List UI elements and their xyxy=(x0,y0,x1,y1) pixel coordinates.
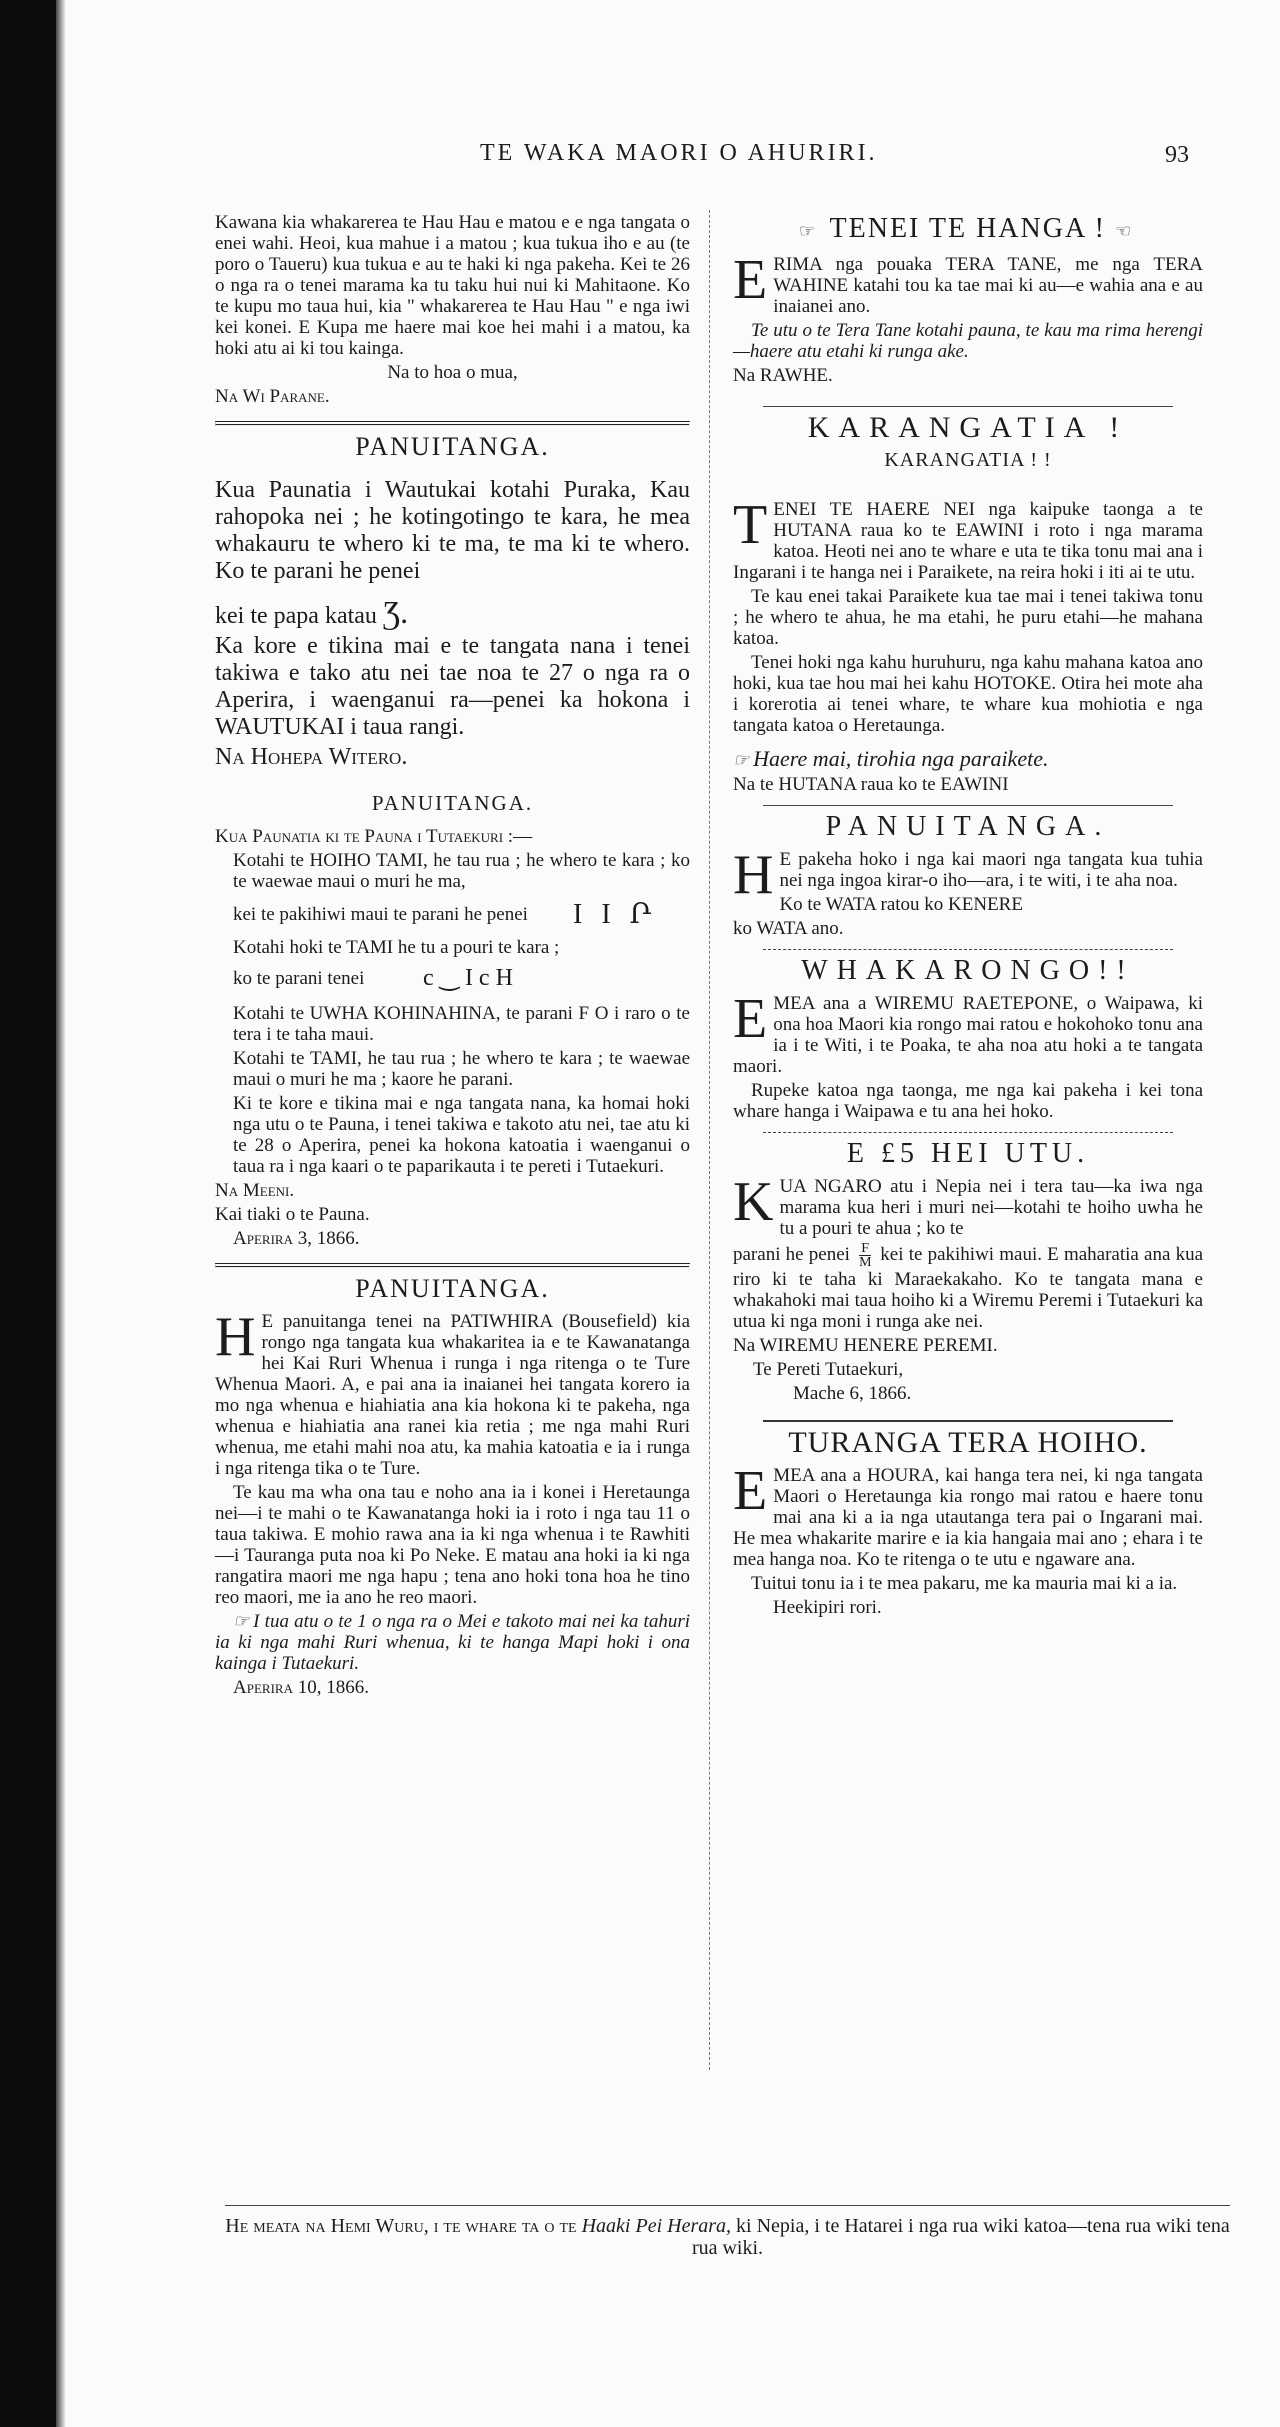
notice-title: PANUITANGA. xyxy=(355,432,550,461)
advert-text: UA NGARO atu i Nepia nei i tera tau—ka iwa nga marama kua heri i muri nei—kotahi te hoiho uwha he tu a pouri te ahua ; ko te xyxy=(779,1176,1203,1239)
advert-whakarongo xyxy=(733,955,1203,1122)
section-rule xyxy=(763,1420,1173,1422)
section-rule xyxy=(215,1263,690,1268)
dropcap: E xyxy=(733,1460,768,1522)
brand-mark: c ‿ I c H xyxy=(423,965,513,991)
imprint xyxy=(225,2215,1230,2259)
page-edge-shadow xyxy=(56,0,66,2427)
page-edge-binding xyxy=(0,0,56,2427)
notice-text: E panuitanga tenei na PATIWHIRA (Bousefield) kia rongo nga tangata kua whakaritea ia e te Kawanatanga hei Kai Ruri Whenua i runga i nga ritenga o te Ture Whenua Maori. A, e pai ana ia inaianei hei tangata korero ia mo nga whenua e hiahiatia ana kia hokona ki te pakeha, nga whenua e hiahiatia ana ranei kia retia ; me nga mahi Ruri whenua, me etahi mahi noa atu, ka mahia katoatia e ia i runga i nga ritenga tika o te Ture. xyxy=(215,1311,690,1479)
section-rule xyxy=(763,406,1173,407)
advert-place: Te Pereti Tutaekuri, xyxy=(753,1359,904,1380)
intro-signature: Na Wi Parane. xyxy=(215,386,330,407)
dropcap: H xyxy=(733,844,774,906)
advert-text-more: Tuitui tonu ia i te mea pakaru, me ka mauria mai ki a ia. xyxy=(751,1573,1178,1594)
advert-text-more: Te kau enei takai Paraikete kua tae mai i tenei takiwa tonu ; he whero te ahua, he ma etahi, he puru etahi—he mahana katoa. xyxy=(733,586,1203,649)
advert-text: MEA ana a WIREMU RAETEPONE, o Waipawa, ki ona hoa Maori kia rongo mai ratou e hokohoko tonu ana ia i te Witi, i te Poaka, te aha noa atu hoki a te tangata maori. xyxy=(733,993,1203,1077)
notice-title: PANUITANGA. xyxy=(371,791,534,815)
dropcap: K xyxy=(733,1171,774,1233)
pointing-hand-icon: ☞ xyxy=(733,750,750,770)
intro-text: Kawana kia whakarerea te Hau Hau e matou e e nga tangata o enei wahi. Heoi, kua mahue i a matou ; kua tukua iho e au (te poro o Taueru) kua tukua e au te haki ki nga pakeha. Kei te 26 o nga ra o tenei marama ka tu taku hui nui ki Mahitaone. Ko te kupu mo taua hui, kia " whakarerea te Hau Hau " e nga iwi kei konei. E Kupa me haere mai koe hei mahi i a matou, ka hoki atu ai ki tou kainga. xyxy=(215,212,690,359)
advert-text: ENEI TE HAERE NEI nga kaipuke taonga a te HUTANA raua ko te EAWINI i roto i nga marama katoa. Heoti nei ano te whare e uta te tika tonu mai ana i Ingarani i te hanga nei i Paraikete, na reira hoki i iti ai te utu. xyxy=(733,499,1203,583)
page-number: 93 xyxy=(1165,142,1189,168)
column-divider xyxy=(709,210,711,2070)
advert-title: TURANGA TERA HOIHO. xyxy=(788,1426,1148,1459)
pointing-hand-icon: ☞ xyxy=(798,221,818,241)
advert-subtitle: KARANGATIA ! ! xyxy=(884,449,1052,471)
advert-text-brand: parani he penei xyxy=(733,1243,850,1265)
advert-title: TENEI TE HANGA ! xyxy=(829,213,1106,244)
advert-title: E £5 HEI UTU. xyxy=(846,1138,1090,1169)
brand-mark: Ʒ. xyxy=(382,594,409,630)
notice-note: I tua atu o te 1 o nga ra o Mei e takoto mai nei ka tahuri ia ki nga mahi Ruri whenua, ki te hanga Mapi hoki i ona kainga i Tutaekuri. xyxy=(215,1611,690,1674)
advert-signature: Na RAWHE. xyxy=(733,365,833,386)
pointing-hand-icon: ☜ xyxy=(1114,221,1134,241)
advert-text: E pakeha hoko i nga kai maori nga tangata kua tuhia nei nga ingoa kirar-o iho—ara, i te witi, i te aha noa. xyxy=(779,849,1203,891)
advert-note: Te utu o te Tera Tane kotahi pauna, te kau ma rima herengi—haere atu etahi ki runga ake. xyxy=(733,320,1203,362)
advert-title: KARANGATIA ! xyxy=(807,411,1129,444)
advert-tenei xyxy=(733,213,1203,386)
notice-signature: Na Meeni. xyxy=(215,1180,295,1201)
notice-patiwhira xyxy=(215,1274,690,1698)
dropcap: H xyxy=(215,1306,256,1368)
advert-signature: Na WIREMU HENERE PEREMI. xyxy=(733,1335,998,1356)
advert-signature: Na te HUTANA raua ko te EAWINI xyxy=(733,774,1009,795)
advert-utu xyxy=(733,1138,1204,1404)
notice-text-brand-location: kei te papa katau xyxy=(215,603,377,629)
advert-note: Haere mai, tirohia nga paraikete. xyxy=(753,746,1049,771)
pointing-hand-icon: ☞ xyxy=(233,1611,250,1631)
section-rule xyxy=(763,1132,1173,1133)
section-rule xyxy=(215,421,690,426)
advert-text-more: Rupeke katoa nga taonga, me nga kai pakeha i kei tona whare hanga i Waipawa e tu ana hei hoko. xyxy=(733,1080,1203,1122)
notice-date: Aperira 3, 1866. xyxy=(233,1228,360,1249)
advert-signature: Heekipiri rori. xyxy=(773,1597,882,1618)
notice-text-more: Ka kore e tikina mai e te tangata nana i tenei takiwa e tako atu nei tae noa te 27 o nga ra o Aperira, i waenganui ra—penei ka hokona i WAUTUKAI i taua rangi. xyxy=(215,633,690,740)
advert-title: PANUITANGA. xyxy=(825,811,1111,842)
notice-text-more: Te kau ma wha ona tau e noho ana ia i konei i Heretaunga nei—i te mahi o te Kawanatanga hoki ia i roto i nga tau 11 o taua takiwa. E mohio rawa ana ia ki nga whenua i te Rawhiti—i Tauranga puta noa ki Po Neke. E matau ana hoki ia ki nga rangatira maori me nga hapu ; tena ano hoki tona hoa he tino reo maori, me ia ano he reo maori. xyxy=(215,1482,690,1608)
intro-closing: Na to hoa o mua, xyxy=(387,362,518,383)
intro-letter xyxy=(215,212,690,407)
dropcap: E xyxy=(733,249,768,311)
notice-item: Kotahi te UWHA KOHINAHINA, te parani F O i raro o te tera i te taha maui. xyxy=(233,1003,690,1045)
advert-turanga xyxy=(733,1426,1203,1618)
notice-wautukai xyxy=(215,432,690,771)
left-column xyxy=(215,212,690,1701)
imprint-text: He meata na Hemi Wuru, i te whare ta o te xyxy=(225,2215,577,2237)
notice-item-b: kei te pakihiwi maui te parani he penei xyxy=(233,904,528,925)
right-column xyxy=(733,212,1203,1621)
notice-pauna xyxy=(215,793,690,1249)
brand-fraction-top: F xyxy=(861,1241,869,1256)
notice-item-b: ko te parani tenei xyxy=(233,968,365,989)
advert-title: WHAKARONGO!! xyxy=(801,955,1135,986)
brand-fraction-bottom: M xyxy=(859,1255,872,1270)
notice-item: Kotahi te HOIHO TAMI, he tau rua ; he whero te kara ; ko te waewae maui o muri he ma, xyxy=(233,850,690,892)
notice-item: Kotahi te TAMI, he tau rua ; he whero te kara ; te waewae maui o muri he ma ; kaore he parani. xyxy=(233,1048,690,1090)
notice-body: Ki te kore e tikina mai e nga tangata nana, ka homai hoki nga utu o te Pauna, i tenei takiwa e takoto atu nei, tae atu ki te 28 o Aperira, penei ka hokona katoatia i waenganui o taua ra i nga kaari o te paparikauta i te pereti i Tutaekuri. xyxy=(233,1093,690,1177)
advert-text: MEA ana a HOURA, kai hanga tera nei, ki nga tangata Maori o Heretaunga kia rongo mai ratou e haere tonu mai ana ki a ia nga utautanga tera pai o Ingarani mai. He mea whakarite marire e ia kia hangaia mai ano ; ehara i te mea hanga noa. Ko te ritenga o te utu e ngaware ana. xyxy=(733,1465,1203,1570)
brand-mark: I I Ր xyxy=(573,899,658,930)
advert-panuitanga xyxy=(733,811,1203,939)
advert-date: Mache 6, 1866. xyxy=(793,1383,912,1404)
advert-signature: Ko te WATA ratou ko KENERE xyxy=(779,894,1023,915)
section-rule xyxy=(763,805,1173,806)
imprint-paper: Haaki Pei Herara, xyxy=(581,2215,732,2237)
advert-text-more: Tenei hoki nga kahu huruhuru, nga kahu mahana katoa ano hoki, kua tae hou mai hei kahu HOTOKE. Otira hei mote aha i korerotia ai tenei whare, te whare kua mohiotia e nga tangata katoa o Heretaunga. xyxy=(733,652,1203,736)
notice-signature: Na Hohepa Witero. xyxy=(215,744,408,770)
notice-signature-title: Kai tiaki o te Pauna. xyxy=(215,1204,370,1225)
dropcap: E xyxy=(733,988,768,1050)
advert-text: RIMA nga pouaka TERA TANE, me nga TERA WAHINE katahi tou ka tae mai ki au—e wahia ana e au inaianei ano. xyxy=(773,254,1203,317)
notice-title: PANUITANGA. xyxy=(355,1274,550,1303)
imprint-rule xyxy=(225,2205,1230,2206)
notice-text: Kua Paunatia i Wautukai kotahi Puraka, Kau rahopoka nei ; he kotingotingo te kara, he mea whakauru te whero ki te ma, te ma ki te whero. Ko te parani he penei xyxy=(215,477,690,584)
notice-item: Kotahi hoki te TAMI he tu a pouri te kara ; xyxy=(233,937,560,958)
advert-signature-2: ko WATA ano. xyxy=(733,918,844,939)
imprint-text-2: ki Nepia, i te Hatarei i nga rua wiki katoa—tena rua wiki tena rua wiki. xyxy=(691,2215,1230,2259)
section-rule xyxy=(763,949,1173,950)
advert-text-more: kei te pakihiwi maui. E maharatia ana kua riro ki te taha ki Maraekakaho. Ko te tangata mana e whakahoki mai taua hoiho ki a Wiremu Peremi i Tutaekuri ka utua ki nga moni i runga ake nei. xyxy=(733,1243,1204,1332)
advert-karangatia xyxy=(733,411,1203,795)
running-title: TE WAKA MAORI O AHURIRI. xyxy=(480,140,878,166)
notice-date: Aperira 10, 1866. xyxy=(233,1677,369,1698)
notice-lead: Kua Paunatia ki te Pauna i Tutaekuri :— xyxy=(215,826,533,847)
dropcap: T xyxy=(733,494,768,556)
